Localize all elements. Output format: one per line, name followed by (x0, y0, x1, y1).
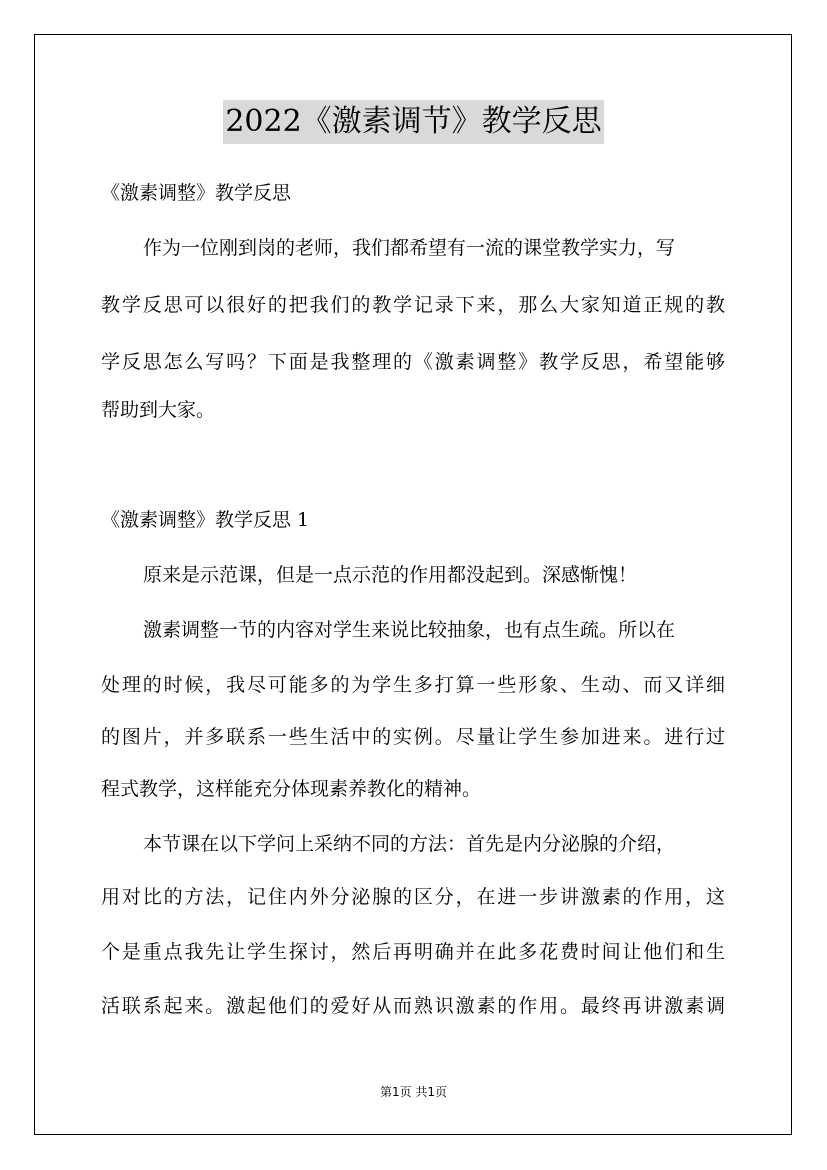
paragraph-line: 程式教学，这样能充分体现素养教化的精神。 (101, 778, 482, 800)
paragraph-line: 处理的时候，我尽可能多的为学生多打算一些形象、生动、而又详细 (101, 674, 725, 696)
paragraph-line: 活联系起来。激起他们的爱好从而熟识激素的作用。最终再讲激素调 (101, 995, 725, 1017)
paragraph-line: 的图片，并多联系一些生活中的实例。尽量让学生参加进来。进行过 (101, 726, 725, 748)
paragraph-line: 原来是示范课，但是一点示范的作用都没起到。深感惭愧！ (143, 564, 638, 586)
paragraph-line: 教学反思可以很好的把我们的教学记录下来，那么大家知道正规的教 (101, 294, 725, 316)
paragraph-line: 帮助到大家。 (101, 399, 216, 421)
subtitle-line: 《激素调整》教学反思 (101, 182, 292, 204)
section-heading: 《激素调整》教学反思 1 (101, 509, 310, 531)
paragraph-line: 个是重点我先让学生探讨，然后再明确并在此多花费时间让他们和生 (101, 941, 725, 963)
paragraph-line: 激素调整一节的内容对学生来说比较抽象，也有点生疏。所以在 (143, 619, 676, 641)
paragraph-line: 本节课在以下学问上采纳不同的方法：首先是内分泌腺的介绍， (143, 833, 676, 855)
paragraph-line: 用对比的方法，记住内外分泌腺的区分，在进一步讲激素的作用，这 (101, 886, 725, 908)
paragraph-line: 作为一位刚到岗的老师，我们都希望有一流的课堂教学实力，写 (143, 237, 676, 259)
paragraph-line: 学反思怎么写吗？下面是我整理的《激素调整》教学反思，希望能够 (101, 351, 725, 373)
title-container (0, 100, 827, 144)
page-footer: 第1页 共1页 (379, 1085, 448, 1099)
document-title: 2022《激素调节》教学反思 (223, 100, 603, 144)
